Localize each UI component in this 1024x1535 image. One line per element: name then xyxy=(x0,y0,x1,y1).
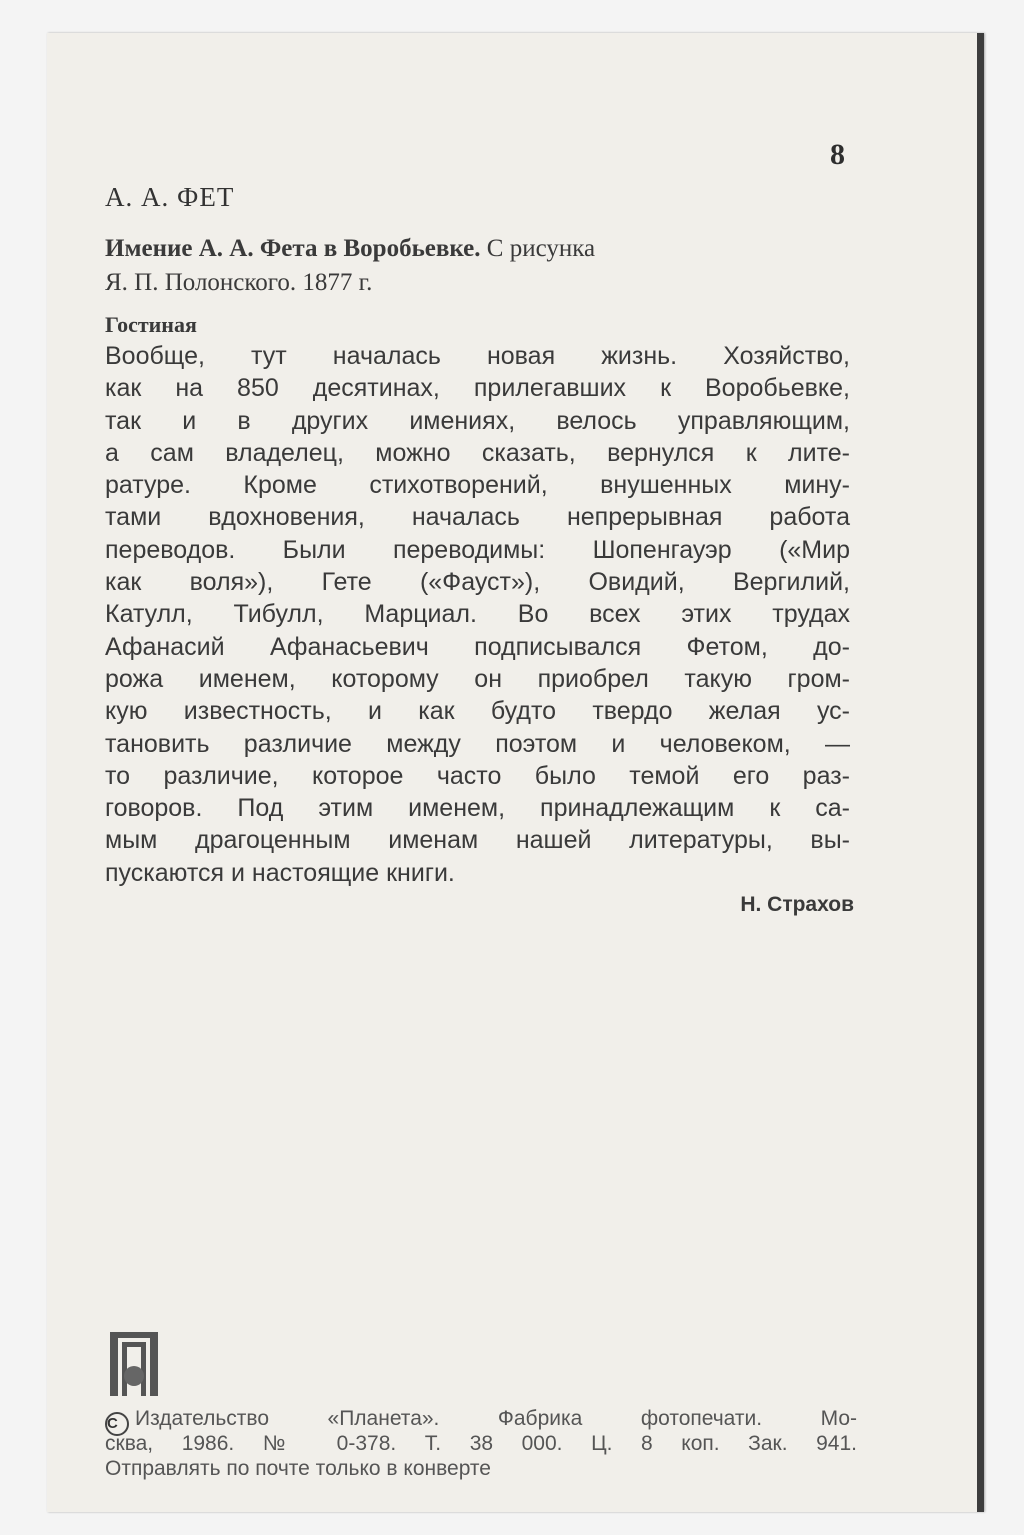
body-line: Вообще, тут началась новая жизнь. Хозяйство, xyxy=(105,342,850,370)
room-title: Гостиная xyxy=(105,312,197,337)
body-line: Катулл, Тибулл, Марциал. Во всех этих трудах xyxy=(105,600,850,629)
imprint-line-3: Отправлять по почте только в конверте xyxy=(105,1457,491,1480)
imprint-line-2: сква, 1986. № 0-378. Т. 38 000. Ц. 8 коп. Зак. 941. xyxy=(105,1432,857,1455)
body-line: пускаются и настоящие книги. xyxy=(105,858,455,887)
body-line: ратуре. Кроме стихотворений, внушенных мину- xyxy=(105,471,850,500)
caption-source-author: Я. П. Полонского. 1877 г. xyxy=(105,269,373,296)
imprint xyxy=(105,1406,857,1481)
image-caption xyxy=(105,232,850,300)
caption-title: Имение А. А. Фета в Воробьевке. xyxy=(105,235,481,262)
signature: Н. Страхов xyxy=(740,893,854,916)
body-line: тановить различие между поэтом и человеком, — xyxy=(105,729,850,758)
body-line: тами вдохновения, началась непрерывная работа xyxy=(105,503,850,532)
body-line: мым драгоценным именам нашей литературы, вы- xyxy=(105,826,850,855)
body-line: как воля»), Гете («Фауст»), Овидий, Вергилий, xyxy=(105,568,850,597)
body-line: Афанасий Афанасьевич подписывался Фетом, до- xyxy=(105,632,850,661)
author-name: А. А. ФЕТ xyxy=(105,182,235,212)
body-line: кую известность, и как будто твердо желая ус- xyxy=(105,697,850,726)
body-line: говоров. Под этим именем, принадлежащим к са- xyxy=(105,794,850,823)
caption-source: С рисунка xyxy=(486,235,596,262)
page-number: 8 xyxy=(830,138,845,171)
body-line: рожа именем, которому он приобрел такую гром- xyxy=(105,664,850,693)
copyright-icon: C xyxy=(105,1412,129,1436)
publisher-logo xyxy=(110,1332,158,1396)
body-line: а сам владелец, можно сказать, вернулся к лите- xyxy=(105,438,850,467)
body-line: как на 850 десятинах, прилегавших к Воробьевке, xyxy=(105,374,850,403)
body-text xyxy=(105,340,850,889)
body-line: так и в других имениях, велось управляющим, xyxy=(105,406,850,435)
imprint-line-1: Издательство «Планета». Фабрика фотопечати. Мо- xyxy=(135,1407,857,1430)
body-line: то различие, которое часто было темой его раз- xyxy=(105,761,850,790)
body-line: переводов. Были переводимы: Шопенгауэр («Мир xyxy=(105,535,850,564)
